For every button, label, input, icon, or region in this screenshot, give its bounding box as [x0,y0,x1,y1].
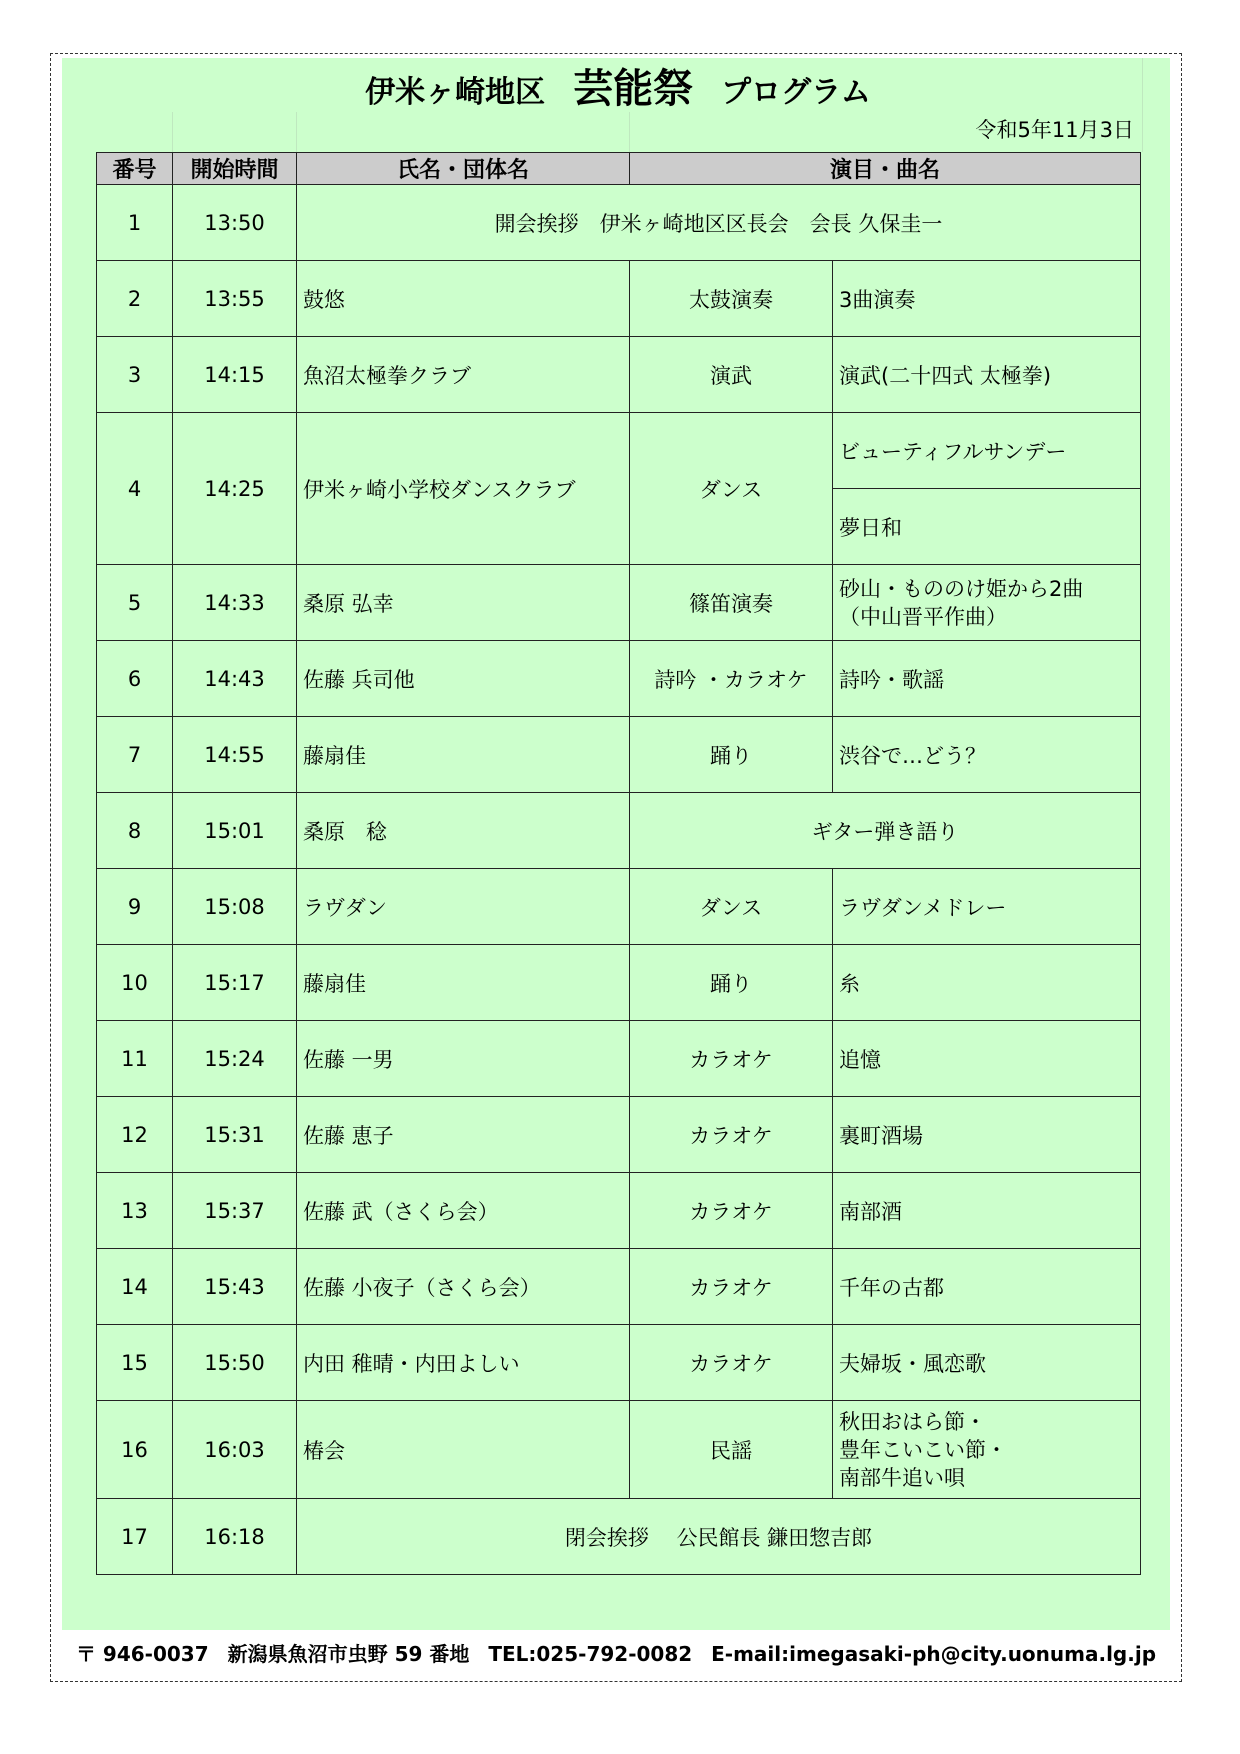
table-header-row [97,153,1141,185]
cell-genre: 篠笛演奏 [630,565,833,641]
header-no: 番号 [97,153,173,185]
cell-piece [833,565,1141,641]
cell-time: 14:33 [173,565,297,641]
cell-genre: カラオケ [630,1325,833,1401]
cell-no: 8 [97,793,173,869]
cell-piece: 裏町酒場 [833,1097,1141,1173]
cell-time: 14:15 [173,337,297,413]
cell-name: 伊米ヶ崎小学校ダンスクラブ [297,413,630,565]
table-row [97,1021,1141,1097]
header-program: 演目・曲名 [630,153,1141,185]
cell-piece: 渋谷で…どう？ [833,717,1141,793]
title-main: 芸能祭 [573,66,694,112]
cell-piece: ビューティフルサンデー [833,413,1141,489]
cell-time: 15:24 [173,1021,297,1097]
table-row [97,717,1141,793]
cell-genre: 詩吟 ・カラオケ [630,641,833,717]
piece-line: 豊年こいこい節・ [839,1437,1007,1462]
table-row [97,1401,1141,1499]
cell-piece: 詩吟・歌謡 [833,641,1141,717]
cell-time: 15:37 [173,1173,297,1249]
grid-line [629,112,630,152]
cell-no: 7 [97,717,173,793]
cell-time: 13:50 [173,185,297,261]
table-row [97,1249,1141,1325]
grid-line [172,112,173,152]
cell-no: 2 [97,261,173,337]
cell-time: 16:18 [173,1499,297,1575]
cell-merged: ギター弾き語り [630,793,1141,869]
table-row [97,413,1141,489]
cell-name: 藤扇佳 [297,717,630,793]
piece-line: 南部牛追い唄 [839,1465,965,1490]
cell-piece: 追憶 [833,1021,1141,1097]
cell-name: 桑原 稔 [297,793,630,869]
page-title [96,66,1140,112]
cell-piece [833,1401,1141,1499]
table-row [97,945,1141,1021]
cell-piece: 夢日和 [833,489,1141,565]
cell-piece: 3曲演奏 [833,261,1141,337]
cell-time: 13:55 [173,261,297,337]
cell-name: 藤扇佳 [297,945,630,1021]
table-row [97,185,1141,261]
cell-genre: カラオケ [630,1021,833,1097]
title-district: 伊米ヶ崎地区 [365,75,546,110]
cell-no: 15 [97,1325,173,1401]
cell-merged: 閉会挨拶 公民館長 鎌田惣吉郎 [297,1499,1141,1575]
cell-no: 1 [97,185,173,261]
cell-time: 15:01 [173,793,297,869]
cell-genre: 演武 [630,337,833,413]
header-time: 開始時間 [173,153,297,185]
cell-piece: 南部酒 [833,1173,1141,1249]
cell-name: 佐藤 小夜子（さくら会） [297,1249,630,1325]
cell-merged: 開会挨拶 伊米ヶ崎地区区長会 会長 久保圭一 [297,185,1141,261]
cell-name: 椿会 [297,1401,630,1499]
cell-genre: 民謡 [630,1401,833,1499]
table-row [97,1325,1141,1401]
cell-time: 15:08 [173,869,297,945]
footer-tel: TEL:025-792-0082 [488,1642,693,1666]
cell-no: 11 [97,1021,173,1097]
cell-genre: 踊り [630,945,833,1021]
cell-piece: ラヴダンメドレー [833,869,1141,945]
cell-genre: ダンス [630,869,833,945]
cell-no: 13 [97,1173,173,1249]
footer-address: 新潟県魚沼市虫野 59 番地 [227,1642,470,1666]
cell-no: 16 [97,1401,173,1499]
cell-name: 佐藤 兵司他 [297,641,630,717]
table-row [97,261,1141,337]
cell-genre: カラオケ [630,1249,833,1325]
cell-piece: 夫婦坂・風恋歌 [833,1325,1141,1401]
cell-time: 16:03 [173,1401,297,1499]
cell-piece: 演武(二十四式 太極拳) [833,337,1141,413]
cell-piece: 千年の古都 [833,1249,1141,1325]
table-row [97,1097,1141,1173]
piece-line: 秋田おはら節・ [839,1409,986,1434]
piece-line: （中山晋平作曲） [839,604,1007,629]
cell-no: 5 [97,565,173,641]
cell-name: 佐藤 恵子 [297,1097,630,1173]
table-row [97,641,1141,717]
cell-time: 15:50 [173,1325,297,1401]
program-table [96,152,1141,1575]
cell-name: 佐藤 一男 [297,1021,630,1097]
cell-genre: ダンス [630,413,833,565]
piece-line: 砂山・もののけ姫から2曲 [839,576,1084,601]
cell-no: 6 [97,641,173,717]
table-row [97,793,1141,869]
cell-name: 佐藤 武（さくら会） [297,1173,630,1249]
header-name: 氏名・団体名 [297,153,630,185]
cell-time: 14:43 [173,641,297,717]
table-row [97,1173,1141,1249]
grid-line [296,112,297,152]
table-row [97,337,1141,413]
event-date: 令和5年11月3日 [975,118,1134,142]
cell-name: ラヴダン [297,869,630,945]
cell-no: 4 [97,413,173,565]
cell-name: 桑原 弘幸 [297,565,630,641]
cell-no: 14 [97,1249,173,1325]
footer-email[interactable]: E-mail:imegasaki-ph@city.uonuma.lg.jp [711,1642,1157,1666]
cell-no: 9 [97,869,173,945]
cell-genre: 踊り [630,717,833,793]
cell-no: 12 [97,1097,173,1173]
cell-time: 15:43 [173,1249,297,1325]
cell-time: 14:25 [173,413,297,565]
cell-time: 15:31 [173,1097,297,1173]
cell-time: 15:17 [173,945,297,1021]
table-row [97,869,1141,945]
cell-name: 魚沼太極拳クラブ [297,337,630,413]
table-row [97,1499,1141,1575]
cell-no: 17 [97,1499,173,1575]
title-suffix: プログラム [721,75,871,110]
cell-genre: 太鼓演奏 [630,261,833,337]
footer-postal: 〒 946-0037 [75,1642,209,1666]
cell-no: 3 [97,337,173,413]
table-row [97,565,1141,641]
cell-name: 鼓悠 [297,261,630,337]
cell-piece: 糸 [833,945,1141,1021]
cell-genre: カラオケ [630,1173,833,1249]
contact-footer [50,1638,1182,1670]
cell-no: 10 [97,945,173,1021]
cell-time: 14:55 [173,717,297,793]
grid-line [1142,58,1143,152]
cell-genre: カラオケ [630,1097,833,1173]
cell-name: 内田 稚晴・内田よしい [297,1325,630,1401]
